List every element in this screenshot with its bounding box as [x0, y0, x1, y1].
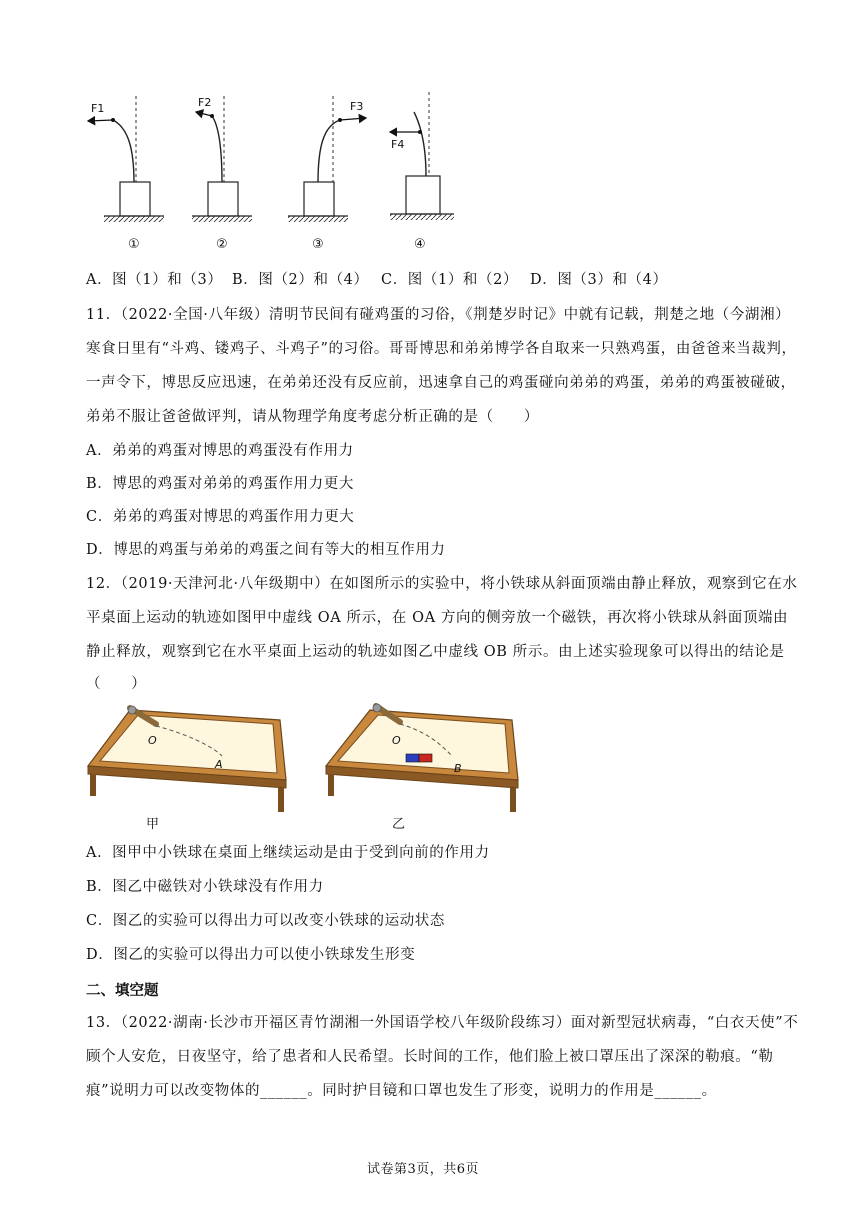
- label-o-yi: O: [392, 734, 401, 747]
- caption-jia: 甲: [146, 817, 160, 832]
- figure-number-1: ①: [128, 237, 140, 252]
- figure-number-4: ④: [414, 237, 426, 252]
- q10-option-c: C．图（1）和（2）: [381, 272, 519, 288]
- q12-stem-line-4: （ ）: [86, 676, 147, 692]
- figure-number-2: ②: [216, 237, 228, 252]
- force-label-f2: F2: [198, 96, 212, 109]
- label-b: B: [454, 762, 462, 775]
- q10-figure-strip: [78, 88, 458, 258]
- figure-3: [288, 96, 366, 222]
- force-label-f3: F3: [350, 100, 364, 113]
- q11-stem-line-2: 寒食日里有“斗鸡、镂鸡子、斗鸡子”的习俗。哥哥博思和弟弟博学各自取来一只熟鸡蛋，由爸爸来当裁判，: [86, 341, 797, 357]
- q11-option-d: D．博思的鸡蛋与弟弟的鸡蛋之间有等大的相互作用力: [86, 542, 446, 558]
- q12-stem-line-3: 静止释放，观察到它在水平桌面上运动的轨迹如图乙中虚线 OB 所示。由上述实验现象可以得出的结论是: [86, 644, 785, 660]
- label-a: A: [215, 758, 223, 771]
- q11-stem-line-4: 弟弟不服让爸爸做评判，请从物理学角度考虑分析正确的是（ ）: [86, 409, 539, 425]
- q11-stem-line-1: 11．（2022·全国·八年级）清明节民间有碰鸡蛋的习俗，《荆楚岁时记》中就有记载，荆楚之地（今湖湘）: [86, 307, 791, 323]
- page-footer: 试卷第3页，共6页: [367, 1162, 480, 1177]
- q12-stem-line-2: 平桌面上运动的轨迹如图甲中虚线 OA 所示，在 OA 方向的侧旁放一个磁铁，再次将小铁球从斜面顶端由: [86, 610, 789, 626]
- q12-option-a: A．图甲中小铁球在桌面上继续运动是由于受到向前的作用力: [86, 845, 490, 861]
- q12-option-d: D．图乙的实验可以得出力可以使小铁球发生形变: [86, 947, 416, 963]
- table-yi: [326, 704, 518, 812]
- caption-yi: 乙: [392, 817, 406, 832]
- q13-stem-line-3: 痕”说明力可以改变物体的______。同时护目镜和口罩也发生了形变，说明力的作用是______。: [86, 1083, 717, 1099]
- table-jia: [88, 706, 286, 812]
- figure-4: [390, 92, 454, 220]
- q11-option-a: A．弟弟的鸡蛋对博思的鸡蛋没有作用力: [86, 443, 354, 459]
- force-label-f1: F1: [91, 102, 105, 115]
- q11-option-b: B．博思的鸡蛋对弟弟的鸡蛋作用力更大: [86, 476, 354, 492]
- q10-option-d: D．图（3）和（4）: [530, 272, 668, 288]
- figure-2: [192, 96, 252, 222]
- q13-stem-line-1: 13．（2022·湖南·长沙市开福区青竹湖湘一外国语学校八年级阶段练习）面对新型冠状病毒，“白衣天使”不: [86, 1015, 799, 1031]
- q12-option-b: B．图乙中磁铁对小铁球没有作用力: [86, 879, 324, 895]
- q10-option-a: A．图（1）和（3）: [86, 272, 223, 288]
- section-title: 二、填空题: [86, 982, 159, 999]
- label-o-jia: O: [148, 734, 157, 747]
- q12-stem-line-1: 12．（2019·天津河北·八年级期中）在如图所示的实验中，将小铁球从斜面顶端由静止释放，观察到它在水: [86, 576, 798, 592]
- magnet: [406, 754, 432, 762]
- force-label-f4: F4: [391, 138, 405, 151]
- q10-option-b: B．图（2）和（4）: [232, 272, 369, 288]
- q11-stem-line-3: 一声令下，博思反应迅速，在弟弟还没有反应前，迅速拿自己的鸡蛋碰向弟弟的鸡蛋，弟弟的鸡蛋被碰破，: [86, 375, 796, 391]
- q13-stem-line-2: 顾个人安危，日夜坚守，给了患者和人民希望。长时间的工作，他们脸上被口罩压出了深深的勒痕。“勒: [86, 1049, 774, 1065]
- figure-number-3: ③: [312, 237, 324, 252]
- q12-option-c: C．图乙的实验可以得出力可以改变小铁球的运动状态: [86, 913, 445, 929]
- q12-experiment-figure: [80, 700, 530, 835]
- q11-option-c: C．弟弟的鸡蛋对博思的鸡蛋作用力更大: [86, 509, 355, 525]
